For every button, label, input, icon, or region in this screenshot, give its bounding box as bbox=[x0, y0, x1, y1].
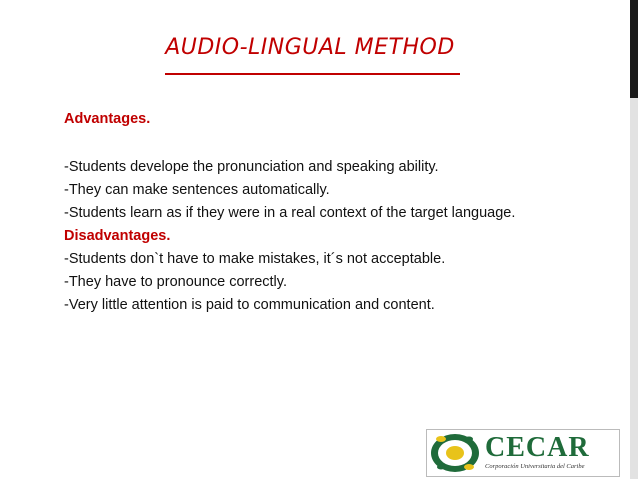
advantage-item: -Students learn as if they were in a real context of the target language. bbox=[64, 205, 516, 221]
disadvantage-item: -Students don`t have to make mistakes, it´s not acceptable. bbox=[64, 251, 446, 267]
slide-body bbox=[64, 108, 624, 317]
slide-title: AUDIO-LINGUAL METHOD bbox=[165, 35, 455, 60]
advantage-item: -Students develope the pronunciation and speaking ability. bbox=[64, 159, 439, 175]
disadvantages-heading: Disadvantages. bbox=[64, 228, 171, 244]
cecar-logo bbox=[426, 429, 620, 477]
disadvantage-item: -Very little attention is paid to communication and content. bbox=[64, 297, 435, 313]
logo-tagline: Corporación Universitaria del Caribe bbox=[485, 463, 585, 470]
advantage-item: -They can make sentences automatically. bbox=[64, 182, 330, 198]
logo-name: CECAR bbox=[485, 432, 590, 463]
slide-edge-strip bbox=[630, 0, 638, 479]
title-underline bbox=[165, 73, 460, 75]
advantages-heading: Advantages. bbox=[64, 111, 151, 127]
cecar-emblem-icon bbox=[427, 430, 483, 476]
slide-title-container bbox=[140, 33, 480, 63]
disadvantage-item: -They have to pronounce correctly. bbox=[64, 274, 287, 290]
